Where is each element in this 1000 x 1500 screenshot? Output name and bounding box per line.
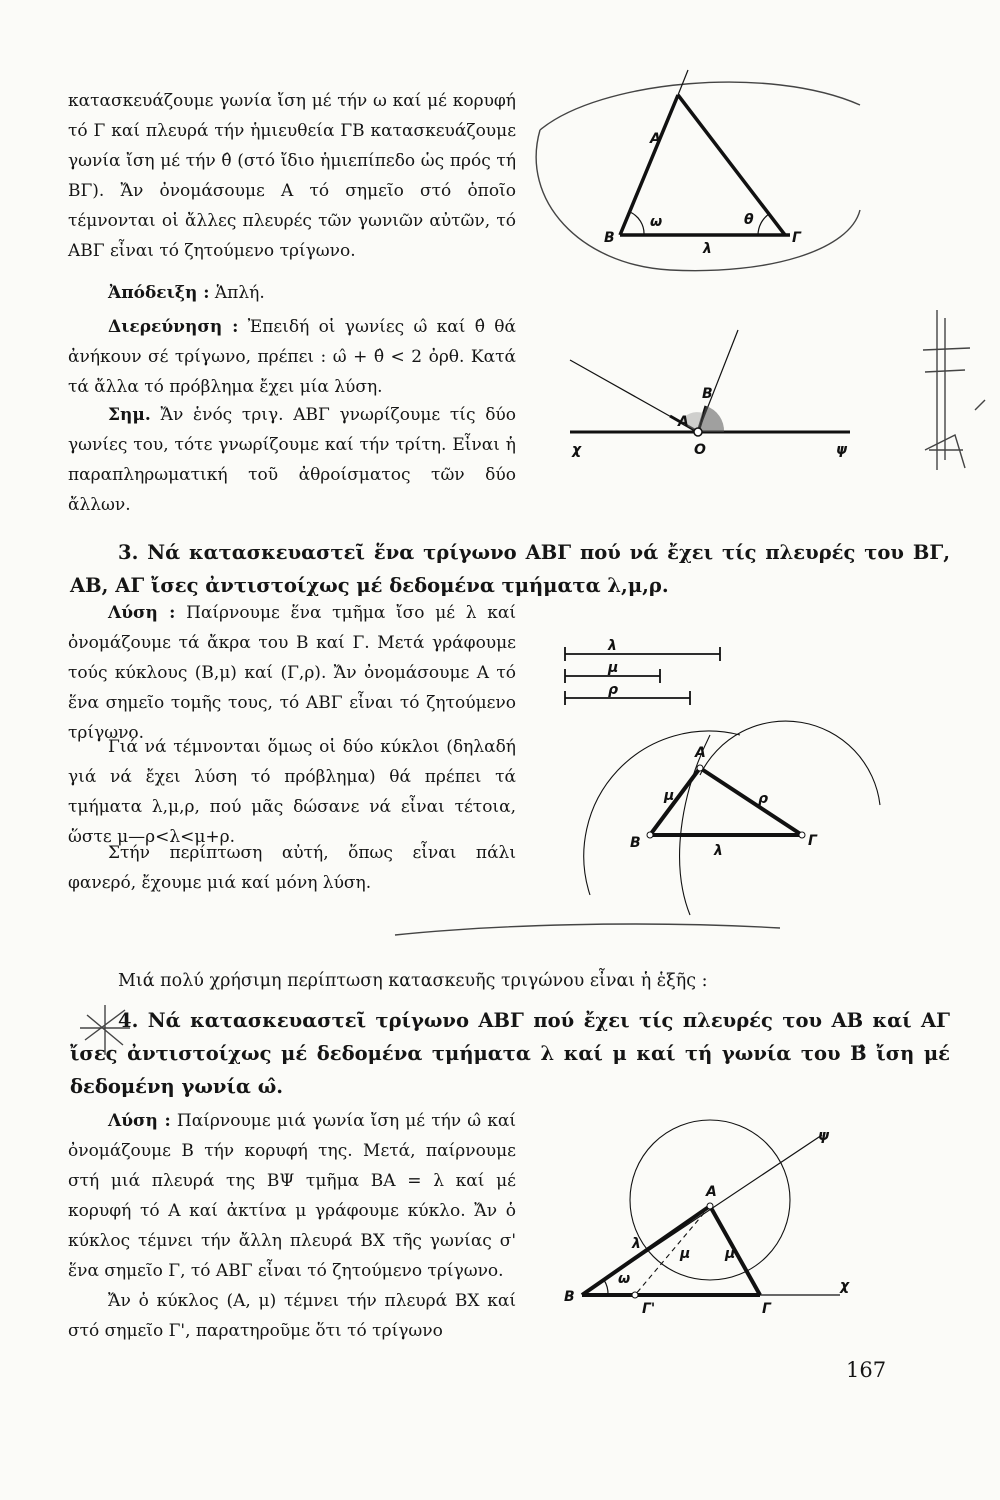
discussion-text: Ἐπειδή οἱ γωνίες ω̂ καί θ̂ θά ἀνήκουν σέ τρίγωνο, πρέπει : ω̂ + θ̂ < 2 ὀρθ. Κατά τά ἄλλα τό πρόβλημα ἔχει μία λύση. bbox=[68, 317, 517, 397]
pencil-tick bbox=[975, 400, 985, 410]
label-x: χ bbox=[572, 442, 582, 458]
point-G bbox=[799, 832, 805, 838]
label-B: Β bbox=[604, 230, 615, 246]
label-rho: ρ bbox=[608, 682, 619, 698]
margin-pencil-sketch bbox=[915, 300, 995, 480]
label-B: Β bbox=[564, 1289, 575, 1305]
point-G2 bbox=[632, 1292, 638, 1298]
note-paragraph bbox=[68, 400, 516, 520]
note-label: Σημ. bbox=[108, 405, 151, 425]
side-BA bbox=[650, 768, 700, 835]
label-omega: ω bbox=[618, 1271, 631, 1287]
figure-circles-triangle bbox=[560, 715, 890, 915]
point-A bbox=[697, 765, 703, 771]
circle-A-mu bbox=[630, 1120, 790, 1280]
problem3-paragraph3 bbox=[68, 838, 516, 898]
label-O: Ο bbox=[694, 442, 706, 458]
problem3-para2-text: Γιά νά τέμνονται ὅμως οἱ δύο κύκλοι (δηλαδή γιά νά ἔχει λύση τό πρόβλημα) θά πρέπει τά τμήματα λ,μ,ρ, πού μᾶς δώσανε νά εἶναι τέτοια, ὥστε μ—ρ<λ<μ+ρ. bbox=[68, 737, 516, 847]
problem3-solution-label: Λύση : bbox=[108, 603, 176, 623]
label-mu: μ bbox=[608, 660, 619, 676]
discussion-label: Διερεύνηση : bbox=[108, 317, 239, 337]
pencil-horizontal-2 bbox=[925, 370, 965, 372]
label-G-prime: Γ' bbox=[642, 1301, 656, 1317]
problem4-intro: Μιά πολύ χρήσιμη περίπτωση κατασκευῆς τριγώνου εἶναι ἡ ἑξῆς : bbox=[118, 971, 708, 991]
pencil-underline-sketch bbox=[390, 910, 790, 950]
side-AG bbox=[700, 768, 802, 835]
problem4-solution-label: Λύση : bbox=[108, 1111, 171, 1131]
label-A: Α bbox=[706, 1184, 717, 1200]
angle-omega-arc bbox=[604, 1280, 608, 1295]
ray-extension bbox=[678, 70, 688, 95]
pencil-ellipse-sketch bbox=[536, 82, 860, 271]
angle-omega-arc bbox=[630, 212, 644, 235]
construction-paragraph bbox=[68, 86, 516, 266]
problem4-heading: 4. Νά κατασκευαστεῖ τρίγωνο ΑΒΓ πού ἔχει τίς πλευρές του ΑΒ καί ΑΓ ἴσες ἀντιστοίχως μέ δεδομένα τμήματα λ καί μ καί τή γωνία του Β̂ ἴση μέ δεδομένη γωνία ω̂. bbox=[70, 1009, 950, 1098]
problem3-paragraph2 bbox=[68, 732, 516, 852]
label-rho: ρ bbox=[758, 791, 769, 807]
point-O bbox=[694, 428, 702, 436]
angle-theta-arc bbox=[758, 214, 769, 235]
arc-lower bbox=[680, 735, 710, 915]
label-psi: ψ bbox=[836, 442, 848, 458]
problem4-solution bbox=[68, 1106, 516, 1286]
label-omega: ω bbox=[650, 214, 663, 230]
point-A bbox=[707, 1203, 713, 1209]
construction-text: κατασκευάζουμε γωνία ἴση μέ τήν ω καί μέ κορυφή τό Γ καί πλευρά τήν ἡμιευθεία ΓΒ κατασκευάζουμε γωνία ἴση μέ τήν θ̂ (στό ἴδιο ἡμιεπίπεδο ὡς πρός τή ΒΓ). Ἄν ὀνομάσουμε Α τό σημεῖο στό ὁποῖο τέμνονται οἱ ἄλλες πλευρές τῶν γωνιῶν αὐτῶν, τό ΑΒΓ εἶναι τό ζητούμενο τρίγωνο. bbox=[68, 91, 516, 261]
label-theta: θ bbox=[744, 212, 754, 228]
label-G: Γ bbox=[792, 230, 801, 246]
proof-line bbox=[68, 278, 516, 308]
label-lambda: λ bbox=[608, 638, 617, 654]
problem3-solution bbox=[68, 598, 516, 748]
proof-text: Ἁπλή. bbox=[214, 283, 265, 303]
problem3-solution-text: Παίρνουμε ἕνα τμῆμα ἴσο μέ λ καί ὀνομάζουμε τά ἄκρα του Β καί Γ. Μετά γράφουμε τούς κύκλους (Β,μ) καί (Γ,ρ). Ἄν ὀνομάσουμε Α τό ἕνα σημεῖο τομῆς τους, τό ΑΒΓ εἶναι τό ζητούμενο τρίγωνο. bbox=[68, 603, 517, 743]
circle-B-mu-arc bbox=[584, 731, 740, 895]
pencil-horizontal-1 bbox=[923, 348, 970, 350]
proof-label: Ἀπόδειξη : bbox=[108, 283, 210, 303]
label-mu-2: μ bbox=[725, 1246, 736, 1262]
label-x: χ bbox=[840, 1278, 850, 1294]
problem4-paragraph2 bbox=[68, 1286, 516, 1346]
point-B bbox=[647, 832, 653, 838]
label-G: Γ bbox=[762, 1301, 771, 1317]
label-psi: ψ bbox=[818, 1128, 830, 1144]
pencil-star-mark bbox=[75, 1000, 135, 1060]
label-A: Α bbox=[650, 131, 661, 147]
label-B: Β bbox=[702, 386, 713, 402]
label-B: Β bbox=[630, 835, 641, 851]
side-BA bbox=[620, 95, 678, 235]
label-lambda: λ bbox=[714, 843, 723, 859]
figure-supplementary-angles bbox=[560, 320, 860, 470]
problem3-para3-text: Στήν περίπτωση αὐτή, ὅπως εἶναι πάλι φανερό, ἔχουμε μιά καί μόνη λύση. bbox=[68, 843, 516, 893]
label-G: Γ bbox=[808, 833, 817, 849]
label-A: Α bbox=[695, 745, 706, 761]
problem4-para2-text: Ἄν ὁ κύκλος (Α, μ) τέμνει τήν πλευρά ΒΧ καί στό σημεῖο Γ', παρατηροῦμε ὅτι τό τρίγωνο bbox=[68, 1291, 516, 1341]
note-text: Ἄν ἑνός τριγ. ΑΒΓ γνωρίζουμε τίς δύο γωνίες του, τότε γνωρίζουμε καί τήν τρίτη. Εἶναι ἡ παραπληρωματική τοῦ ἀθροίσματος τῶν δύο ἄλλων. bbox=[68, 405, 516, 515]
label-mu: μ bbox=[664, 788, 675, 804]
label-lambda: λ bbox=[632, 1236, 641, 1252]
figure-ssa-construction bbox=[560, 1120, 890, 1330]
problem4-solution-text: Παίρνουμε μιά γωνία ἴση μέ τήν ω̂ καί ὀνομάζουμε Β τήν κορυφή της. Μετά, παίρνουμε στή μιά πλευρά της ΒΨ τμῆμα ΒΑ = λ καί μέ κορυφή τό Α καί ἀκτίνα μ γράφουμε κύκλο. Ἄν ὁ κύκλος τέμνει τήν ἄλλη πλευρά ΒΧ τῆς γωνίας σ' ἕνα σημεῖο Γ, τό ΑΒΓ εἶναι τό ζητούμενο τρίγωνο. bbox=[68, 1111, 517, 1281]
label-lambda: λ bbox=[703, 241, 712, 257]
label-A: Α bbox=[678, 414, 689, 430]
page-number: 167 bbox=[846, 1358, 887, 1382]
figure-triangle-angles bbox=[520, 60, 860, 280]
discussion-paragraph bbox=[68, 312, 516, 402]
problem3-heading: 3. Νά κατασκευαστεῖ ἕνα τρίγωνο ΑΒΓ πού νά ἔχει τίς πλευρές του ΒΓ, ΑΒ, ΑΓ ἴσες ἀντιστοίχως μέ δεδομένα τμήματα λ,μ,ρ. bbox=[70, 541, 950, 597]
label-mu-1: μ bbox=[680, 1246, 691, 1262]
circle-G-rho-arc bbox=[700, 721, 880, 805]
figure-given-segments bbox=[560, 640, 740, 710]
